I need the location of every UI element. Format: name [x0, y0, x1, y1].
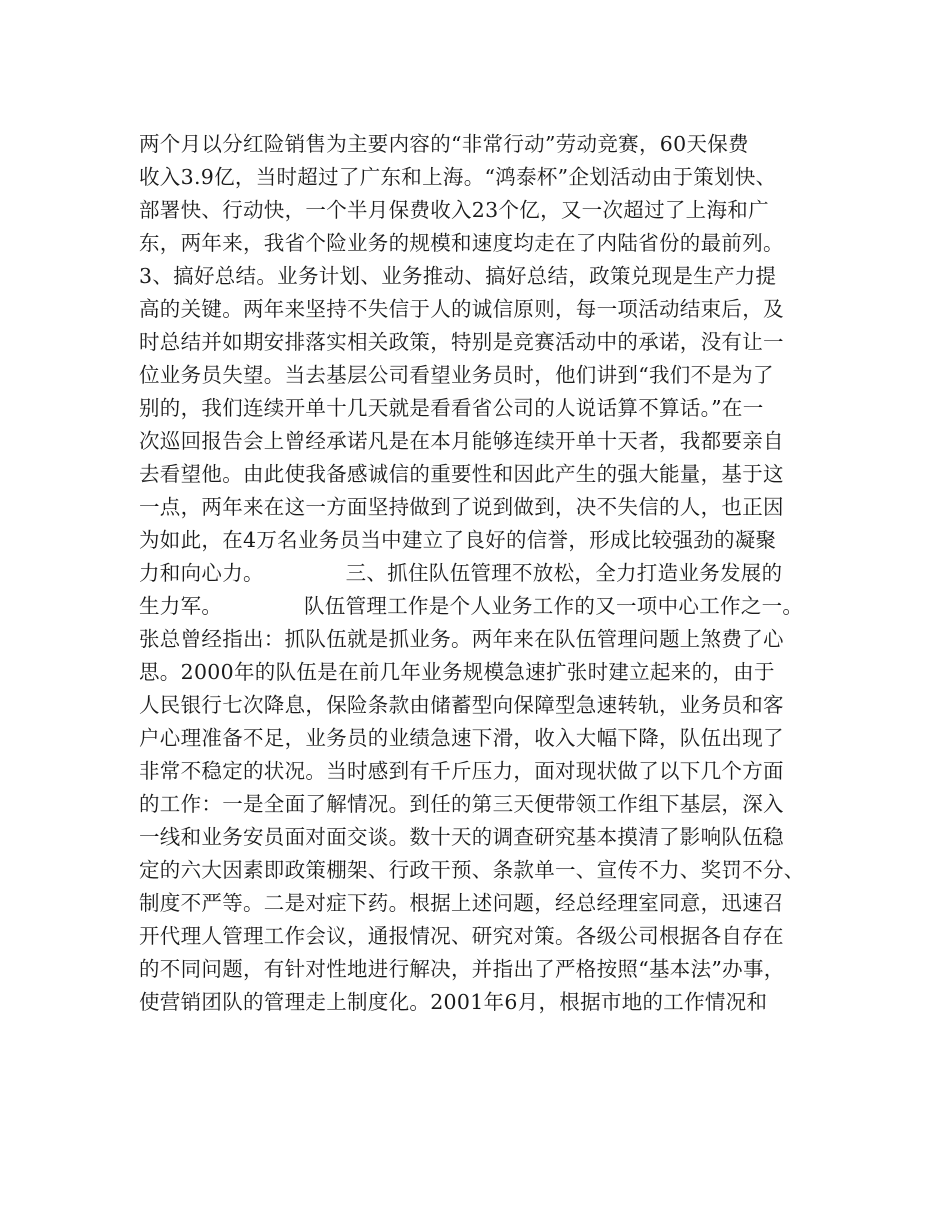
- text-line: 思。2000年的队伍是在前几年业务规模急速扩张时建立起来的，由于: [139, 660, 775, 684]
- text-line: 别的，我们连续开单十几天就是看看省公司的人说话算不算话。”在一: [139, 396, 764, 420]
- text-line: 东，两年来，我省个险业务的规模和速度均走在了内陆省份的最前列。: [139, 231, 784, 255]
- text-line: 生力军。 队伍管理工作是个人业务工作的又一项中心工作之一。: [139, 594, 804, 618]
- text-line: 去看望他。由此使我备感诚信的重要性和因此产生的强大能量，基于这: [139, 462, 784, 486]
- text-line: 户心理准备不足，业务员的业绩急速下滑，收入大幅下降，队伍出现了: [139, 726, 784, 750]
- text-line: 3、搞好总结。业务计划、业务推动、搞好总结，政策兑现是生产力提: [139, 264, 777, 288]
- text-line: 两个月以分红险销售为主要内容的“非常行动”劳动竞赛，60天保费: [139, 132, 749, 156]
- text-line: 的工作：一是全面了解情况。到任的第三天便带领工作组下基层，深入: [139, 792, 784, 816]
- text-line: 开代理人管理工作会议，通报情况、研究对策。各级公司根据各自存在: [139, 924, 784, 948]
- text-line: 高的关键。两年来坚持不失信于人的诚信原则，每一项活动结束后，及: [139, 297, 784, 321]
- text-line: 收入3.9亿，当时超过了广东和上海。“鸿泰杯”企划活动由于策划快、: [139, 165, 777, 189]
- text-line: 部署快、行动快，一个半月保费收入23个亿，又一次超过了上海和广: [139, 198, 769, 222]
- text-line: 制度不严等。二是对症下药。根据上述问题，经总经理室同意，迅速召: [139, 891, 784, 915]
- text-line: 为如此，在4万名业务员当中建立了良好的信誉，形成比较强劲的凝聚: [139, 528, 777, 552]
- text-line: 定的六大因素即政策棚架、行政干预、条款单一、宣传不力、奖罚不分、: [139, 858, 805, 882]
- text-line: 张总曾经指出：抓队伍就是抓业务。两年来在队伍管理问题上煞费了心: [139, 627, 784, 651]
- text-line: 位业务员失望。当去基层公司看望业务员时，他们讲到“我们不是为了: [139, 363, 774, 387]
- text-line: 人民银行七次降息，保险条款由储蓄型向保障型急速转轨，业务员和客: [139, 693, 784, 717]
- text-line: 次巡回报告会上曾经承诺凡是在本月能够连续开单十天者，我都要亲自: [139, 429, 784, 453]
- text-line: 的不同问题，有针对性地进行解决，并指出了严格按照“基本法”办事，: [139, 957, 785, 981]
- text-line: 力和向心力。 三、抓住队伍管理不放松，全力打造业务发展的: [139, 561, 783, 585]
- text-line: 使营销团队的管理走上制度化。2001年6月，根据市地的工作情况和: [139, 990, 768, 1014]
- text-line: 一点，两年来在这一方面坚持做到了说到做到，决不失信的人，也正因: [139, 495, 784, 519]
- text-line: 一线和业务安员面对面交谈。数十天的调查研究基本摸清了影响队伍稳: [139, 825, 784, 849]
- text-line: 时总结并如期安排落实相关政策，特别是竞赛活动中的承诺，没有让一: [139, 330, 784, 354]
- text-line: 非常不稳定的状况。当时感到有千斤压力，面对现状做了以下几个方面: [139, 759, 784, 783]
- body-text: [139, 128, 829, 1019]
